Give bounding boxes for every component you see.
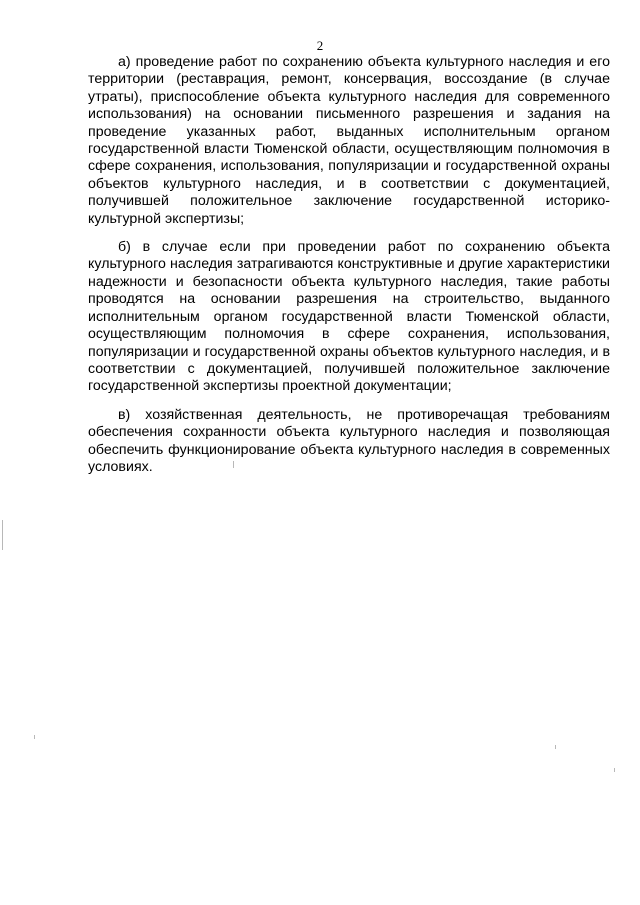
page-number: 2 [316, 38, 324, 53]
paragraph-a: а) проведение работ по сохранению объекта культурного наследия и его территории (реставрация, ремонт, консервация, воссоздание (в случае утраты), приспособление объекта культурного наследия для современного использования) на основании письменного разрешения и задания на проведение указанных работ, выданных исполнительным органом государственной власти Тюменской области, осуществляющим полномочия в сфере сохранения, использования, популяризации и государственной охраны объектов культурного наследия, и в соответствии с документацией, получившей положительное заключение государственной историко-культурной экспертизы; [88, 54, 610, 227]
paragraph-v: в) хозяйственная деятельность, не противоречащая требованиям обеспечения сохранности объекта культурного наследия и позволяющая обеспечить функционирование объекта культурного наследия в современных условиях. [88, 406, 610, 475]
document-body [88, 54, 610, 487]
scan-artifact [2, 520, 3, 550]
paragraph-b: б) в случае если при проведении работ по сохранению объекта культурного наследия затрагиваются конструктивные и другие характеристики надежности и безопасности объекта культурного наследия, такие работы проводятся на основании разрешения на строительство, выданного исполнительным органом государственной власти Тюменской области, осуществляющим полномочия в сфере сохранения, использования, популяризации и государственной охраны объектов культурного наследия, и в соответствии с документацией, получившей положительное заключение государственной экспертизы проектной документации; [88, 239, 610, 395]
scan-artifact [34, 735, 35, 739]
scan-artifact [555, 745, 556, 749]
scan-artifact [233, 461, 234, 468]
scan-artifact [614, 768, 615, 772]
